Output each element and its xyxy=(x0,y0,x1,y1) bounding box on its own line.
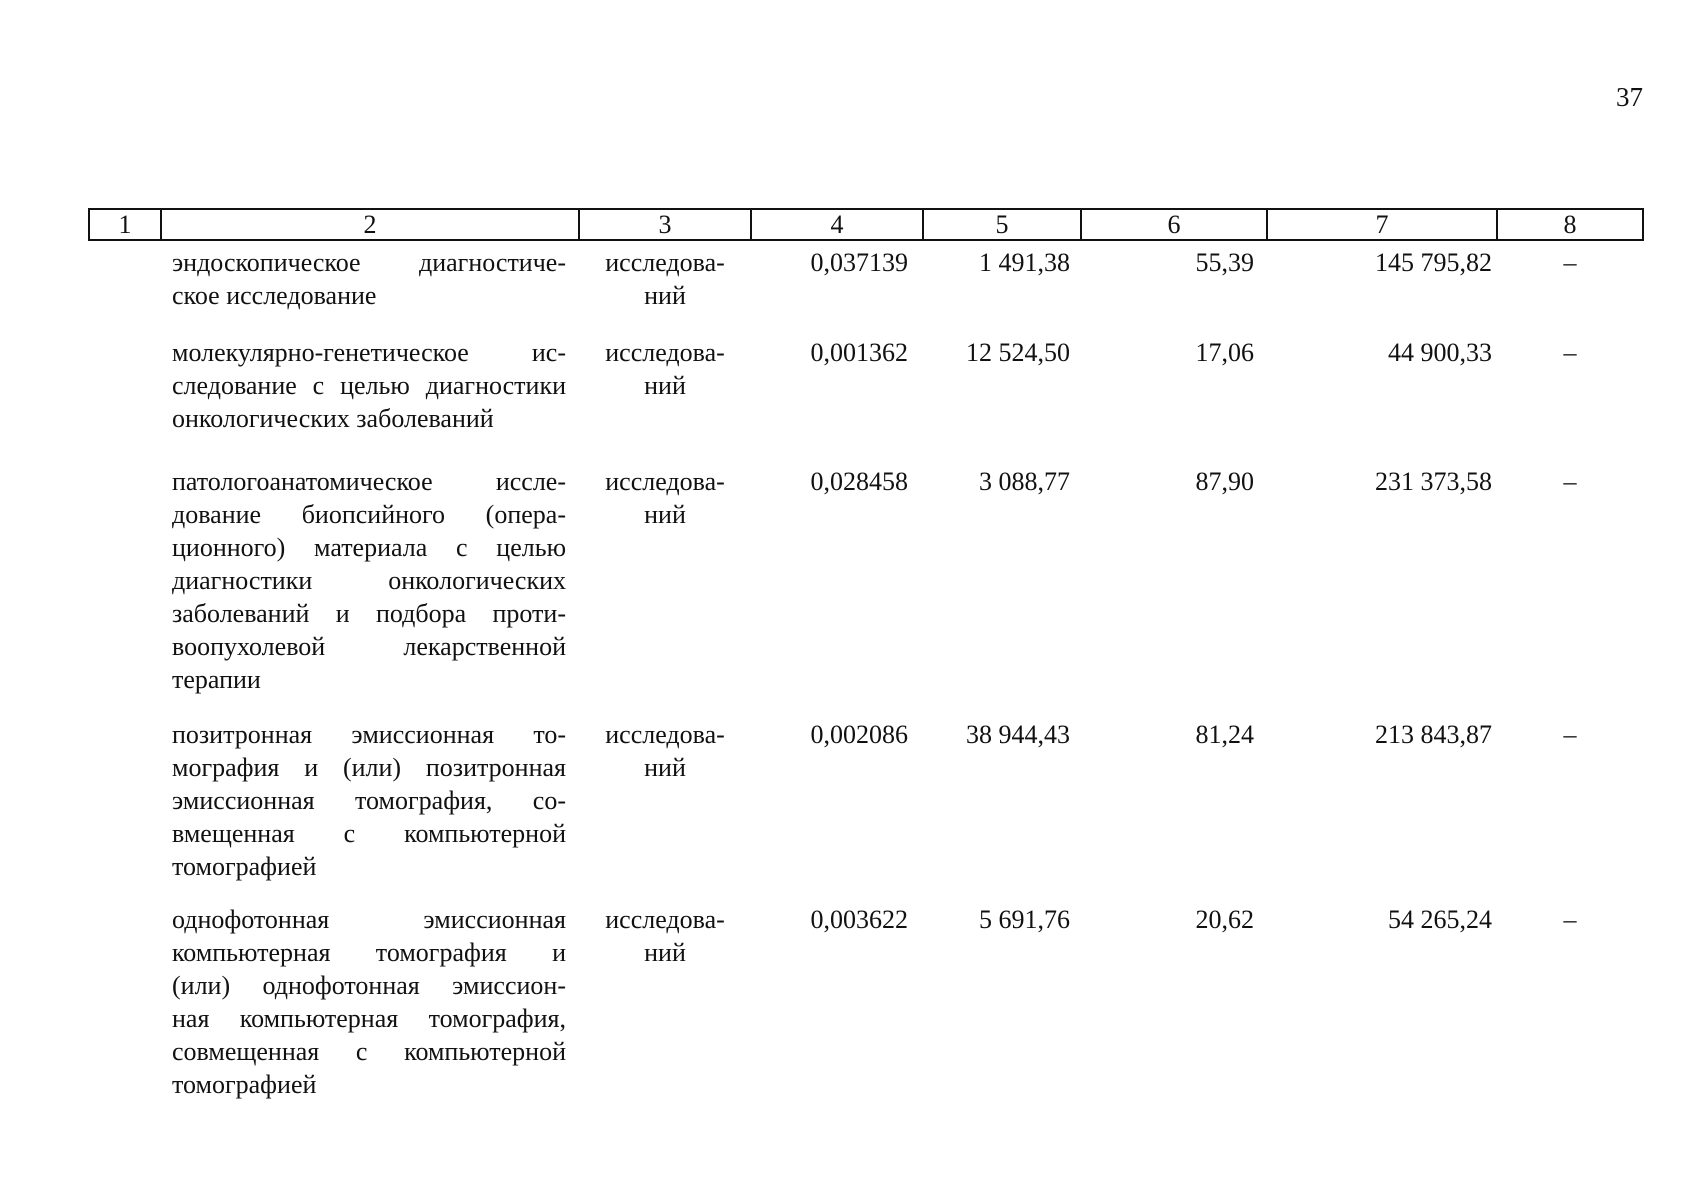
value-col-6: 17,06 xyxy=(1195,338,1254,367)
column-header-5: 5 xyxy=(924,208,1082,241)
value-col-6: 55,39 xyxy=(1195,248,1254,277)
service-name: позитронная эмиссионная то- мография и (или) позитронная эмиссионная томография, со- вмещенная с компьютерной томографией xyxy=(172,720,566,881)
value-col-4: 0,002086 xyxy=(810,720,908,749)
value-col-7: 54 265,24 xyxy=(1388,905,1492,934)
value-col-7: 231 373,58 xyxy=(1375,467,1492,496)
column-header-8: 8 xyxy=(1498,208,1644,241)
service-name: молекулярно-генетическое ис- следование с целью диагностики онкологических заболеваний xyxy=(172,338,566,433)
value-col-6: 87,90 xyxy=(1195,467,1254,496)
column-header-4: 4 xyxy=(752,208,924,241)
column-header-1: 1 xyxy=(88,208,162,241)
value-col-8: – xyxy=(1563,720,1577,749)
value-col-7: 44 900,33 xyxy=(1388,338,1492,367)
page-number: 37 xyxy=(1616,82,1643,112)
value-col-5: 5 691,76 xyxy=(979,905,1070,934)
value-col-4: 0,003622 xyxy=(810,905,908,934)
value-col-4: 0,001362 xyxy=(810,338,908,367)
value-col-8: – xyxy=(1563,248,1577,277)
value-col-5: 3 088,77 xyxy=(979,467,1070,496)
value-col-8: – xyxy=(1563,467,1577,496)
column-header-7: 7 xyxy=(1268,208,1498,241)
unit: исследова- ний xyxy=(605,338,725,400)
service-name: однофотонная эмиссионная компьютерная томография и (или) однофотонная эмиссион- ная компьютерная томография, совмещенная с компьютерной томографией xyxy=(172,905,566,1099)
value-col-5: 38 944,43 xyxy=(966,720,1070,749)
value-col-5: 12 524,50 xyxy=(966,338,1070,367)
value-col-6: 81,24 xyxy=(1195,720,1254,749)
value-col-8: – xyxy=(1563,338,1577,367)
unit: исследова- ний xyxy=(605,248,725,310)
value-col-5: 1 491,38 xyxy=(979,248,1070,277)
column-header-6: 6 xyxy=(1082,208,1268,241)
value-col-4: 0,037139 xyxy=(810,248,908,277)
column-header-3: 3 xyxy=(580,208,752,241)
column-header-2: 2 xyxy=(162,208,580,241)
value-col-4: 0,028458 xyxy=(810,467,908,496)
service-name: патологоанатомическое иссле- дование биопсийного (опера- ционного) материала с целью диагностики онкологических заболеваний и подбора проти- воопухолевой лекарственной терапии xyxy=(172,467,566,694)
unit: исследова- ний xyxy=(605,720,725,782)
value-col-8: – xyxy=(1563,905,1577,934)
value-col-7: 213 843,87 xyxy=(1375,720,1492,749)
unit: исследова- ний xyxy=(605,905,725,967)
value-col-7: 145 795,82 xyxy=(1375,248,1492,277)
unit: исследова- ний xyxy=(605,467,725,529)
service-name: эндоскопическое диагностиче- ское исследование xyxy=(172,248,566,310)
value-col-6: 20,62 xyxy=(1195,905,1254,934)
